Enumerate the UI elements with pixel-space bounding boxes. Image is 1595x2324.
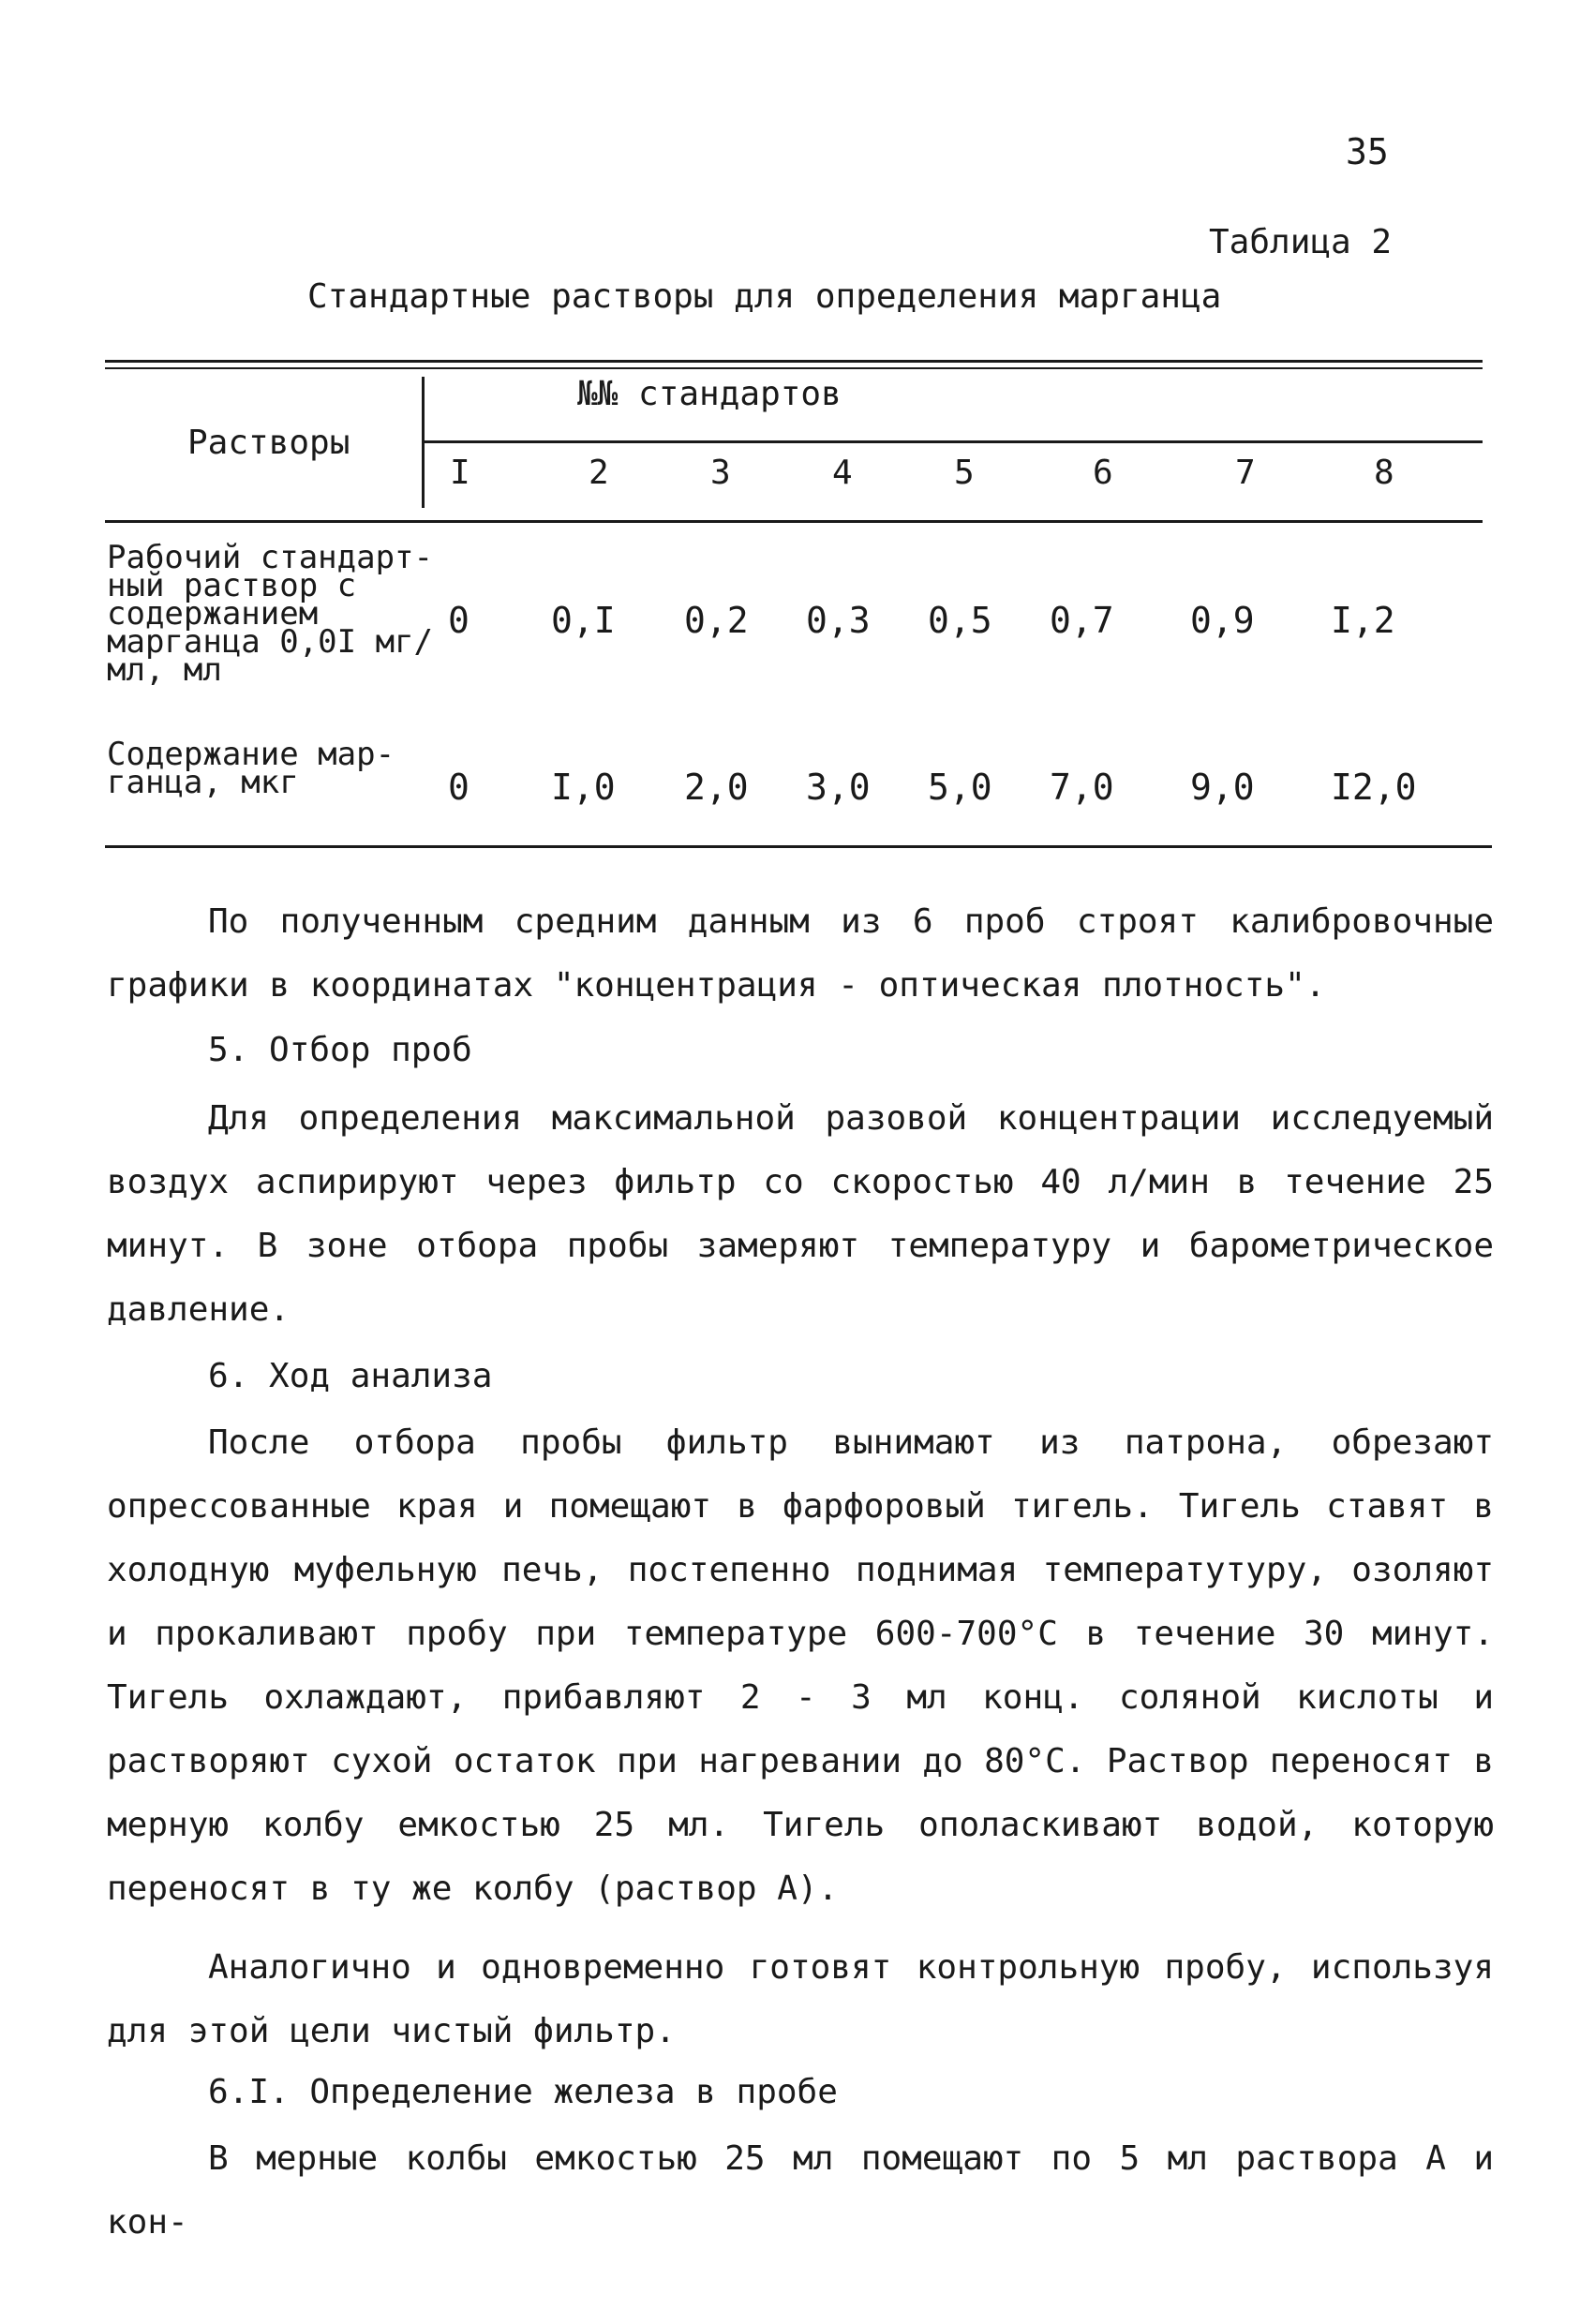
header-solutions: Растворы [187, 424, 350, 462]
paragraph-text: В мерные колбы емкостью 25 мл помещают по 5 мл раствора А и кон- [107, 2139, 1494, 2242]
paragraph-text: Аналогично и одновременно готовят контрольную пробу, используя для этой цели чистый фильтр. [107, 1948, 1494, 2050]
table-cell: I2,0 [1331, 767, 1417, 808]
section-heading-sampling: 5. Отбор проб [208, 1031, 472, 1069]
paragraph-control-sample [107, 1936, 1494, 2063]
table-bottom-rule [105, 845, 1492, 848]
table-header-rule [105, 367, 1483, 369]
table-cell: 7,0 [1050, 767, 1114, 808]
row-label-working-solution: Рабочий стандарт-ный раствор с содержанием марганца 0,0I мг/мл, мл [107, 539, 433, 689]
column-header: 6 [1093, 454, 1113, 492]
table-cell: 0 [448, 600, 470, 641]
table-cell: I,2 [1331, 600, 1395, 641]
table-cell: I,0 [551, 767, 616, 808]
table-cell: 2,0 [684, 767, 749, 808]
header-standards: №№ стандартов [577, 375, 842, 413]
table-cell: 0 [448, 767, 470, 808]
table-caption: Стандартные растворы для определения марганца [307, 277, 1222, 316]
paragraph-text: По полученным средним данным из 6 проб строят калибровочные графики в координатах "концентрация - оптическая плотность". [107, 902, 1494, 1005]
paragraph-calibration [107, 890, 1494, 1018]
table-cell: 0,I [551, 600, 616, 641]
table-top-rule [105, 360, 1483, 363]
column-header: I [450, 454, 470, 492]
paragraph-text: После отбора пробы фильтр вынимают из патрона, обрезают опрессованные края и помещают в фарфоровый тигель. Тигель ставят в холодную муфельную печь, постепенно поднимая температутуру, озоляют и прокаливают пробу при температуре 600-700°С в течение 30 минут. Тигель охлаждают, прибавляют 2 - 3 мл конц. соляной кислоты и растворяют сухой остаток при нагревании до 80°С. Раствор переносят в мерную колбу емкостью 25 мл. Тигель ополаскивают водой, которую переносят в ту же колбу (раствор А). [107, 1423, 1494, 1908]
page-number: 35 [1346, 131, 1389, 172]
section-heading-iron: 6.I. Определение железа в пробе [208, 2073, 838, 2111]
table-cell: 0,2 [684, 600, 749, 641]
table-cell: 3,0 [806, 767, 871, 808]
table-cell: 9,0 [1190, 767, 1255, 808]
paragraph-iron [107, 2127, 1494, 2255]
table-cell: 0,9 [1190, 600, 1255, 641]
column-header: 2 [589, 454, 609, 492]
paragraph-analysis [107, 1411, 1494, 1921]
column-header: 7 [1235, 454, 1256, 492]
table-subheader-rule [424, 440, 1483, 443]
column-header: 4 [832, 454, 853, 492]
column-header: 8 [1374, 454, 1394, 492]
column-header: 5 [954, 454, 975, 492]
table-cell: 0,3 [806, 600, 871, 641]
table-cell: 0,7 [1050, 600, 1114, 641]
column-header: 3 [710, 454, 731, 492]
section-heading-analysis: 6. Ход анализа [208, 1357, 493, 1395]
table-cell: 5,0 [928, 767, 992, 808]
paragraph-sampling [107, 1087, 1494, 1342]
table-cell: 0,5 [928, 600, 992, 641]
row-label-manganese-content: Содержание мар-ганца, мкг [107, 736, 395, 801]
paragraph-text: Для определения максимальной разовой концентрации исследуемый воздух аспирируют через фильтр со скоростью 40 л/мин в течение 25 минут. В зоне отбора пробы замеряют температуру и барометрическое давление. [107, 1099, 1494, 1329]
table-label: Таблица 2 [1209, 223, 1393, 261]
table-body-rule [105, 520, 1483, 523]
